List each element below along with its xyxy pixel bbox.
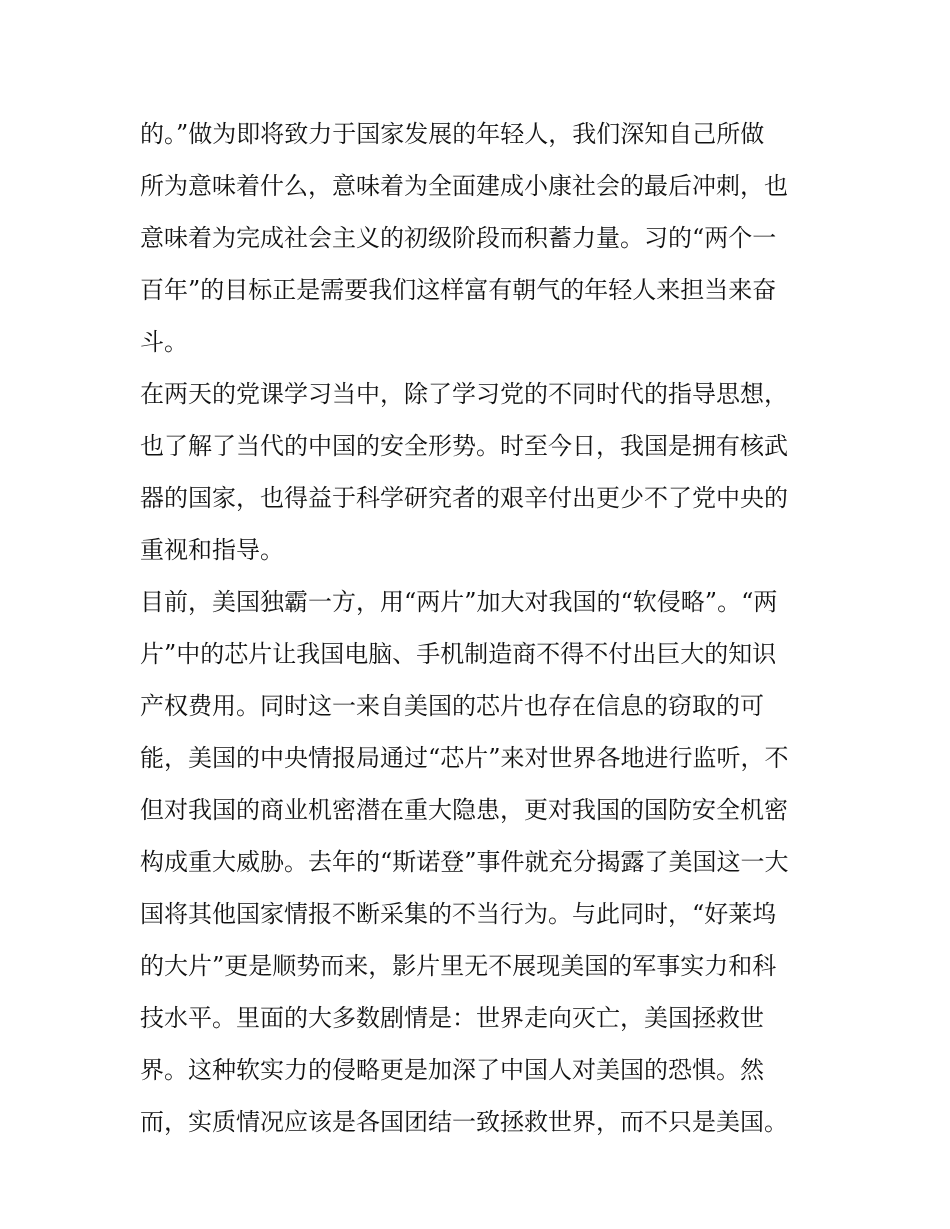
text-line: 所为意味着什么，意味着为全面建成小康社会的最后冲刺，也 (140, 172, 788, 200)
text-line: 意味着为完成社会主义的初级阶段而积蓄力量。习的“两个一 (140, 224, 777, 252)
text-line: 技水平。里面的大多数剧情是：世界走向灭亡，美国拯救世 (140, 1004, 764, 1032)
text-line: 目前，美国独霸一方，用“两片”加大对我国的“软侵略”。“两 (140, 588, 778, 616)
text-line: 能，美国的中央情报局通过“芯片”来对世界各地进行监听，不 (140, 744, 789, 772)
text-line: 产权费用。同时这一来自美国的芯片也存在信息的窃取的可 (140, 692, 764, 720)
text-line: 也了解了当代的中国的安全形势。时至今日，我国是拥有核武 (140, 432, 788, 460)
text-line: 重视和指导。 (140, 536, 284, 564)
text-line: 在两天的党课学习当中，除了学习党的不同时代的指导思想， (140, 380, 788, 408)
text-line: 斗。 (140, 328, 188, 356)
text-line: 片”中的芯片让我国电脑、手机制造商不得不付出巨大的知识 (140, 640, 777, 668)
document-body (140, 108, 820, 1148)
text-line: 百年”的目标正是需要我们这样富有朝气的年轻人来担当来奋 (140, 276, 777, 304)
text-line: 国将其他国家情报不断采集的不当行为。与此同时，“好莱坞 (140, 900, 777, 928)
text-line: 界。这种软实力的侵略更是加深了中国人对美国的恐惧。然 (140, 1056, 764, 1084)
text-line: 器的国家，也得益于科学研究者的艰辛付出更少不了党中央的 (140, 484, 788, 512)
text-line: 构成重大威胁。去年的“斯诺登”事件就充分揭露了美国这一大 (140, 848, 789, 876)
text-line: 的。”做为即将致力于国家发展的年轻人，我们深知自己所做 (140, 120, 765, 148)
text-line: 的大片”更是顺势而来，影片里无不展现美国的军事实力和科 (140, 952, 777, 980)
text-line: 而，实质情况应该是各国团结一致拯救世界，而不只是美国。 (140, 1108, 788, 1136)
text-line: 但对我国的商业机密潜在重大隐患，更对我国的国防安全机密 (140, 796, 788, 824)
